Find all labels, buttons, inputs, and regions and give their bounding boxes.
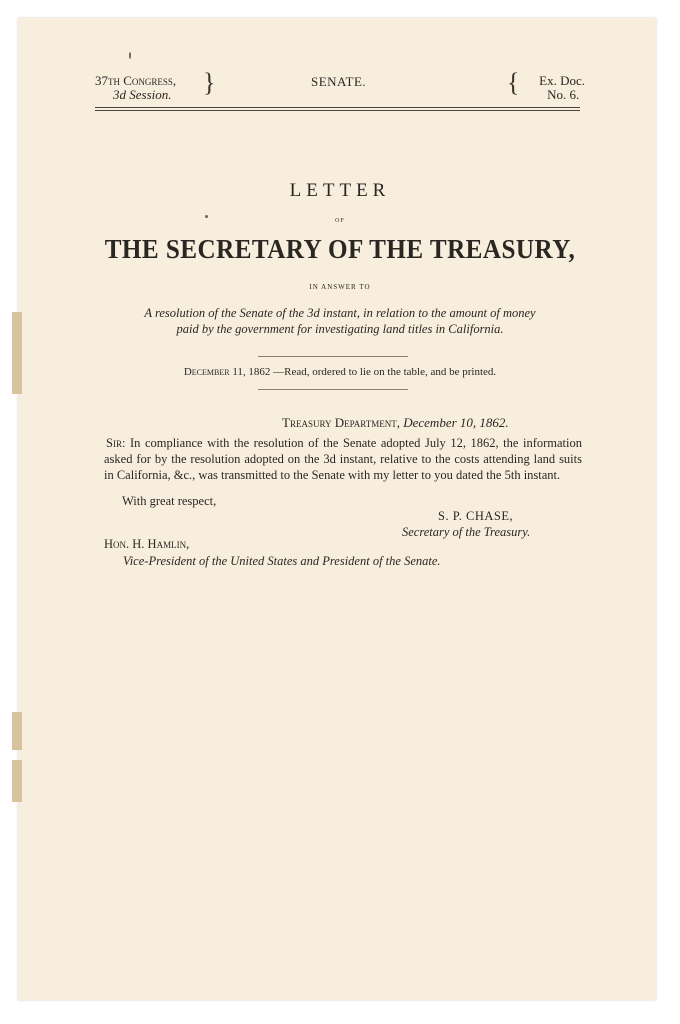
document-page: [18, 18, 656, 1000]
resolution-text: [90, 305, 590, 337]
document-number: [525, 74, 585, 102]
divider: [258, 356, 408, 357]
right-brace-icon: }: [203, 68, 216, 97]
left-brace-icon: {: [507, 68, 520, 97]
resolution-line: paid by the government for investigating land titles in California.: [176, 322, 504, 336]
binding-tab: [12, 312, 22, 394]
binding-tab: [12, 760, 22, 802]
header-rule: [95, 110, 580, 111]
letter-body: [104, 435, 582, 483]
dateline: [0, 366, 680, 378]
doc-number-label: No. 6.: [547, 87, 580, 102]
letter-heading: LETTER: [289, 180, 391, 201]
addressee-name: Hon. H. Hamlin,: [104, 537, 190, 551]
header-rule: [95, 107, 580, 108]
paper-speck: [129, 52, 131, 59]
letter-date: December 10, 1862.: [403, 415, 509, 430]
dateline-text: —Read, ordered to lie on the table, and be printed.: [273, 366, 497, 378]
doc-type-label: Ex. Doc.: [539, 73, 585, 88]
document-header: [95, 68, 585, 104]
congress-session: [95, 74, 176, 102]
department-label: Treasury Department,: [282, 415, 400, 430]
letter-body-text: In compliance with the resolution of the Senate adopted July 12, 1862, the information asked for by the resolution adopted on the 3d instant, relative to the costs attending land suits in California, &c., was transmitted to the Senate with my letter to you dated the 5th instant.: [104, 436, 582, 482]
page-title: THE SECRETARY OF THE TREASURY,: [104, 234, 576, 264]
closing: With great respect,: [122, 494, 217, 508]
signer-name: S. P. CHASE,: [438, 509, 514, 523]
addressee-title: Vice-President of the United States and President of the Senate.: [123, 554, 441, 568]
in-answer-to-label: IN ANSWER TO: [309, 283, 371, 291]
divider: [258, 389, 408, 390]
signer-title: Secretary of the Treasury.: [402, 525, 531, 539]
resolution-line: A resolution of the Senate of the 3d instant, in relation to the amount of money: [144, 306, 536, 320]
chamber-label: SENATE.: [311, 74, 367, 89]
salutation: Sir:: [106, 436, 126, 450]
dateline-date: December 11, 1862: [183, 366, 271, 378]
session-label: 3d Session.: [113, 87, 172, 102]
binding-tab: [12, 712, 22, 750]
letter-heading-line: [282, 415, 509, 431]
congress-label: 37th Congress,: [95, 73, 177, 88]
of-label: OF: [335, 218, 345, 224]
